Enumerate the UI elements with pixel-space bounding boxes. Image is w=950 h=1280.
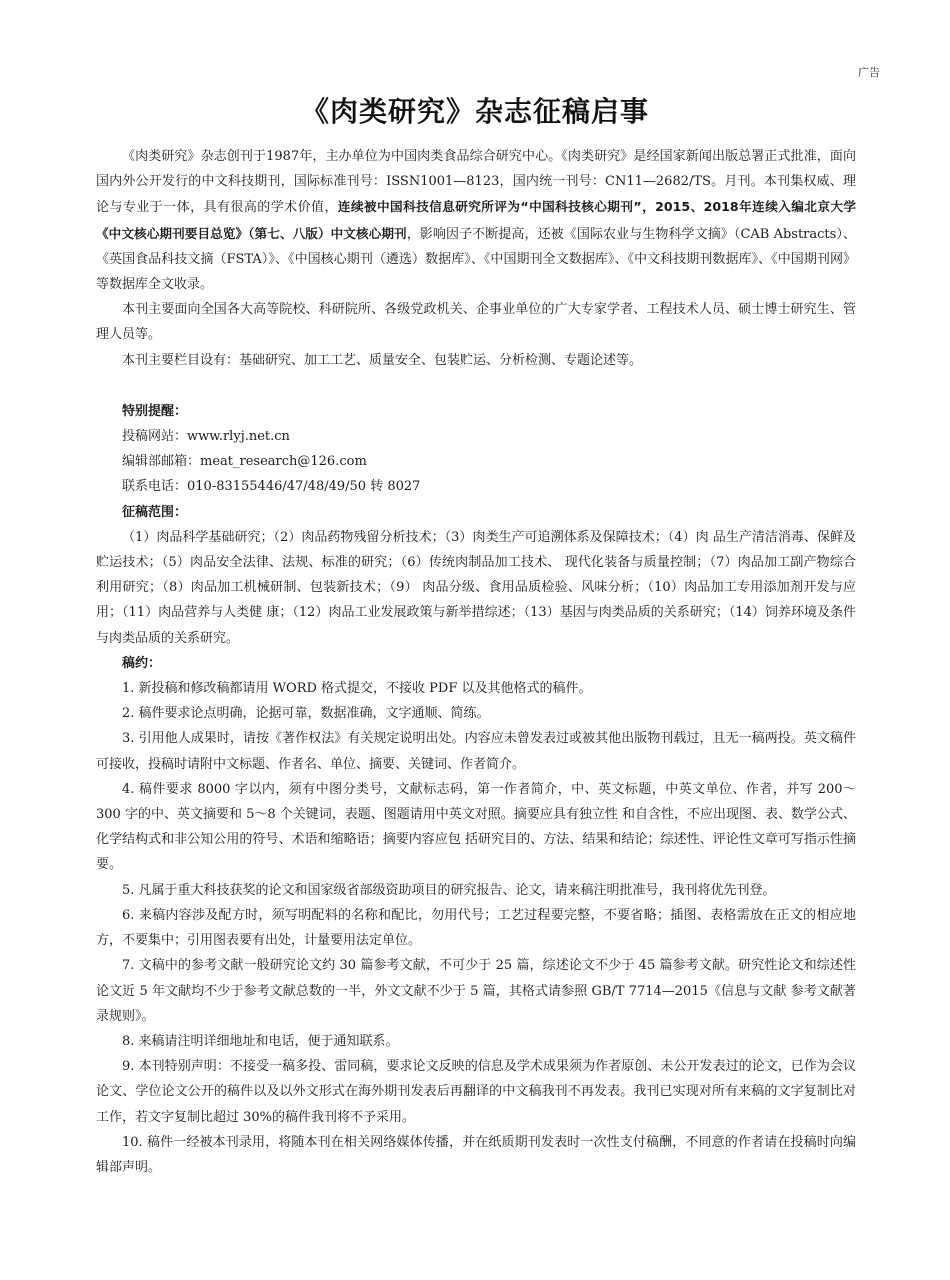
page-title: 《肉类研究》杂志征稿启事 [300,95,649,128]
intro-text-a: 《肉类研究》杂志创刊于1987年，主办单位为中国肉类食品综合研究中心。《肉类研究》是经国家新闻出版总署正式批准，面向国内外公开发行的中文科技期刊，国际标准刊号：ISSN1001—8123，国内统一刊号：CN11—2682/TS。月刊。本刊集权威、理论与专业于一体，具有很高的学术价值， [96,149,856,216]
scope-heading: 征稿范围： [122,504,188,520]
scope-text: （1）肉品科学基础研究；（2）肉品药物残留分析技术；（3）肉类生产可追溯体系及保障技术；（4）肉 品生产清洁消毒、保鲜及贮运技术；（5）肉品安全法律、法规、标准的研究；（6）传统肉制品加工技术、 现代化装备与质量控制；（7）肉品加工副产物综合利用研究；（8）肉品加工机械研制、包装新技术；（9） 肉品分级、食用品质检验、风味分析；（10）肉品加工专用添加剂开发与应用；（11）肉品营养与人类健 康；（12）肉品工业发展政策与新举措综述；（13）基因与肉类品质的关系研究；（14）饲养环境及条件与肉类品质的关系研究。 [96,529,856,646]
rule-item-9: 9. 本刊特别声明：不接受一稿多投、雷同稿，要求论文反映的信息及学术成果须为作者原创、未公开发表过的论文，已作为会议论文、学位论文公开的稿件以及以外文形式在海外期刊发表后再翻译的中文稿我刊不再发表。我刊已实现对所有来稿的文字复制比对工作，若文字复制比超过 30%的稿件我刊将不予采用。 [96,1059,856,1125]
article-body [96,144,856,1180]
ad-tag: 广告 [858,66,880,79]
rule-item-3: 3. 引用他人成果时，请按《著作权法》有关规定说明出处。内容应未曾发表过或被其他出版物刊载过，且无一稿两投。英文稿件可接收，投稿时请附中文标题、作者名、单位、摘要、关键词、作者简介。 [96,731,856,772]
intro-paragraph-3: 本刊主要栏目设有：基础研究、加工工艺、质量安全、包装贮运、分析检测、专题论述等。 [122,352,643,368]
editorial-email: 编辑部邮箱：meat_research@126.com [122,454,367,470]
rule-item-4: 4. 稿件要求 8000 字以内，须有中图分类号，文献标志码，第一作者简介，中、英文标题，中英文单位、作者，并写 200～300 字的中、英文摘要和 5～8 个关键词，表题、图题请用中英文对照。摘要应具有独立性 和自含性，不应出现图、表、数学公式、化学结构式和非公知公用的符号、术语和缩略语；摘要内容应包 括研究目的、方法、结果和结论；综述性、评论性文章可写指示性摘要。 [96,781,856,873]
rule-item-10: 10. 稿件一经被本刊录用，将随本刊在相关网络媒体传播，并在纸质期刊发表时一次性支付稿酬，不同意的作者请在投稿时向编辑部声明。 [96,1134,856,1175]
section-spacer [96,373,856,399]
intro-highlight: 连续被中国科技信息研究所评为“中国科技核心期刊”，2015、2018年连续入编北京大学《中文核心期刊要目总览》（第七、八版）中文核心期刊 [96,199,856,241]
reminder-heading: 特别提醒： [122,403,188,419]
rules-heading: 稿约： [122,655,162,671]
rule-item-2: 2. 稿件要求论点明确，论据可靠，数据准确，文字通顺、简练。 [122,706,490,722]
intro-text-b: ，影响因子不断提高，还被《国际农业与生物科学文摘》（CAB Abstracts）、《英国食品科技文摘（FSTA）》、《中国核心期刊（遴选）数据库》、《中国期刊全文数据库》、《中文科技期刊数据库》、《中国期刊网》等数据库全文收录。 [96,226,856,293]
rule-item-5: 5. 凡属于重大科技获奖的论文和国家级省部级资助项目的研究报告、论文，请来稿注明批准号，我刊将优先刊登。 [122,882,776,898]
rule-item-6: 6. 来稿内容涉及配方时，须写明配料的名称和配比，勿用代号；工艺过程要完整，不要省略；插图、表格需放在正文的相应地方，不要集中；引用图表要有出处，计量要用法定单位。 [96,907,856,949]
rule-item-1: 1. 新投稿和修改稿都请用 WORD 格式提交，不接收 PDF 以及其他格式的稿件。 [122,681,592,697]
rule-item-8: 8. 来稿请注明详细地址和电话，便于通知联系。 [122,1033,399,1049]
intro-paragraph-2: 本刊主要面向全国各大高等院校、科研院所、各级党政机关、企事业单位的广大专家学者、工程技术人员、硕士博士研究生、管理人员等。 [96,302,856,343]
intro-paragraph-1 [96,144,856,297]
submission-website: 投稿网站：www.rlyj.net.cn [122,429,290,445]
contact-phone: 联系电话：010-83155446/47/48/49/50 转 8027 [122,479,421,495]
rule-item-7: 7. 文稿中的参考文献一般研究论文约 30 篇参考文献，不可少于 25 篇，综述论文不少于 45 篇参考文献。研究性论文和综述性论文近 5 年文献均不少于参考文献总数的一半，外文文献不少于 5 篇，其格式请参照 GB/T 7714—2015《信息与文献 参考文献著录规则》。 [96,958,856,1024]
